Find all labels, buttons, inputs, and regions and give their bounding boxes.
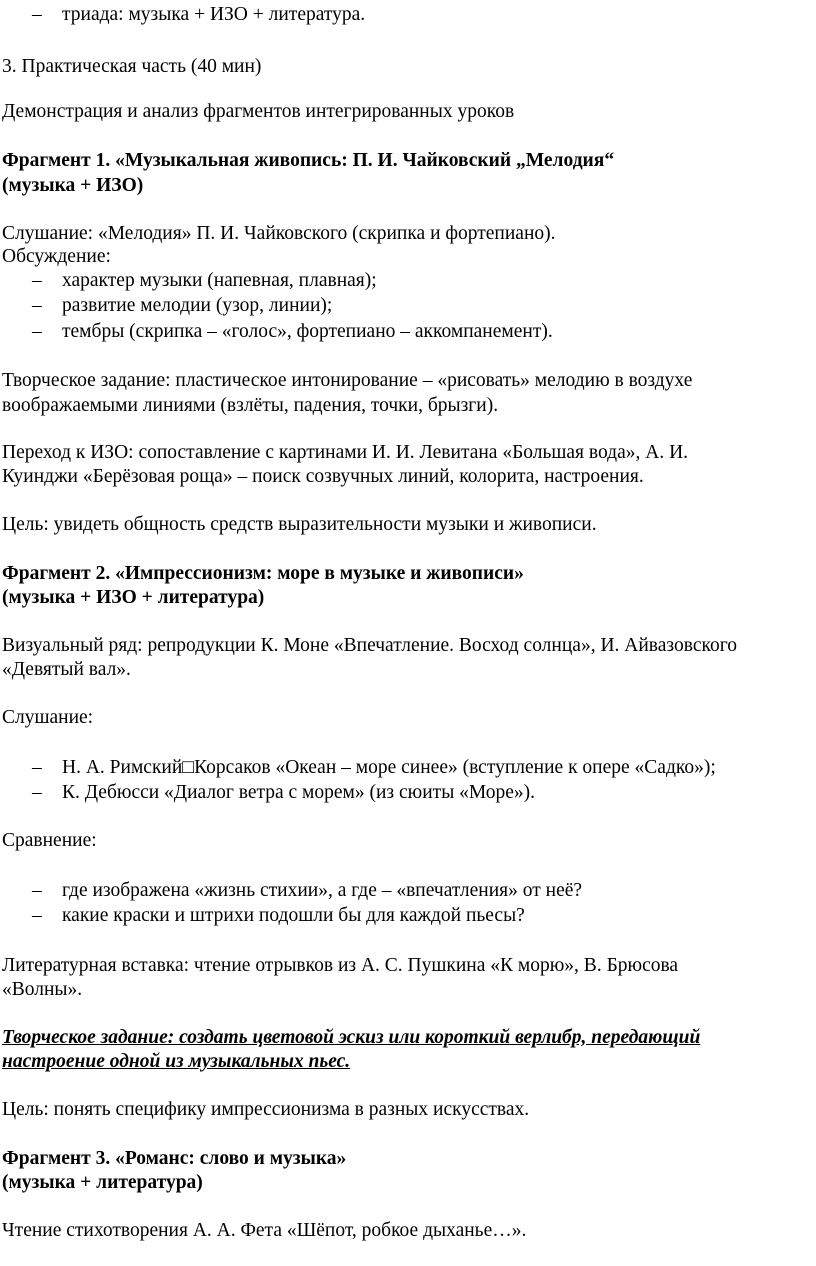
fragment-1-transition-line-2: Куинджи «Берёзовая роща» – поиск созвучных линий, колорита, настроения. [2, 466, 644, 487]
fragment-3-reading: Чтение стихотворения А. А. Фета «Шёпот, робкое дыханье…». [2, 1220, 527, 1241]
list-item: развитие мелодии (узор, линии); [62, 295, 333, 316]
fragment-1-title: Фрагмент 1. «Музыкальная живопись: П. И. Чайковский „Мелодия“ [2, 150, 615, 171]
list-dash: – [32, 782, 42, 803]
fragment-1-listening: Слушание: «Мелодия» П. И. Чайковского (скрипка и фортепиано). [2, 223, 556, 244]
list-dash: – [32, 4, 42, 25]
fragment-1-task-line-1: Творческое задание: пластическое интонирование – «рисовать» мелодию в воздухе [2, 370, 693, 391]
fragment-1-discussion-label: Обсуждение: [2, 246, 111, 267]
list-item: Н. А. Римский□Корсаков «Океан – море синее» (вступление к опере «Садко»); [62, 757, 716, 778]
fragment-1-task-line-2: воображаемыми линиями (взлёты, падения, точки, брызги). [2, 395, 499, 416]
fragment-2-task-line-2: настроение одной из музыкальных пьес. [2, 1051, 351, 1072]
fragment-2-comparison-label: Сравнение: [2, 830, 97, 851]
list-dash: – [32, 321, 42, 342]
list-dash: – [32, 905, 42, 926]
list-dash: – [32, 880, 42, 901]
fragment-2-listening-label: Слушание: [2, 707, 94, 728]
section-title: 3. Практическая часть (40 мин) [2, 56, 262, 77]
fragment-3-subtitle: (музыка + литература) [2, 1172, 203, 1193]
fragment-2-goal: Цель: понять специфику импрессионизма в разных искусствах. [2, 1099, 530, 1120]
intro-paragraph: Демонстрация и анализ фрагментов интегрированных уроков [2, 101, 515, 122]
fragment-2-title: Фрагмент 2. «Импрессионизм: море в музыке и живописи» [2, 563, 524, 584]
fragment-1-goal: Цель: увидеть общность средств выразительности музыки и живописи. [2, 514, 597, 535]
list-dash: – [32, 270, 42, 291]
list-item: какие краски и штрихи подошли бы для каждой пьесы? [62, 905, 525, 926]
fragment-2-visual-line-1: Визуальный ряд: репродукции К. Моне «Впечатление. Восход солнца», И. Айвазовского [2, 635, 737, 656]
fragment-2-literature-line-1: Литературная вставка: чтение отрывков из А. С. Пушкина «К морю», В. Брюсова [2, 955, 679, 976]
list-item: К. Дебюсси «Диалог ветра с морем» (из сюиты «Море»). [62, 782, 536, 803]
list-item-triad: триада: музыка + ИЗО + литература. [62, 4, 366, 25]
list-item: тембры (скрипка – «голос», фортепиано – аккомпанемент). [62, 321, 553, 342]
list-dash: – [32, 757, 42, 778]
fragment-1-subtitle: (музыка + ИЗО) [2, 175, 144, 196]
fragment-3-title: Фрагмент 3. «Романс: слово и музыка» [2, 1148, 347, 1169]
fragment-1-transition-line-1: Переход к ИЗО: сопоставление с картинами И. И. Левитана «Большая вода», А. И. [2, 442, 689, 463]
list-item: характер музыки (напевная, плавная); [62, 270, 377, 291]
fragment-2-subtitle: (музыка + ИЗО + литература) [2, 587, 265, 608]
list-item: где изображена «жизнь стихии», а где – «впечатления» от неё? [62, 880, 583, 901]
list-dash: – [32, 295, 42, 316]
fragment-2-literature-line-2: «Волны». [2, 979, 83, 1000]
fragment-2-task-line-1: Творческое задание: создать цветовой эскиз или короткий верлибр, передающий [2, 1027, 701, 1048]
fragment-2-visual-line-2: «Девятый вал». [2, 659, 131, 680]
